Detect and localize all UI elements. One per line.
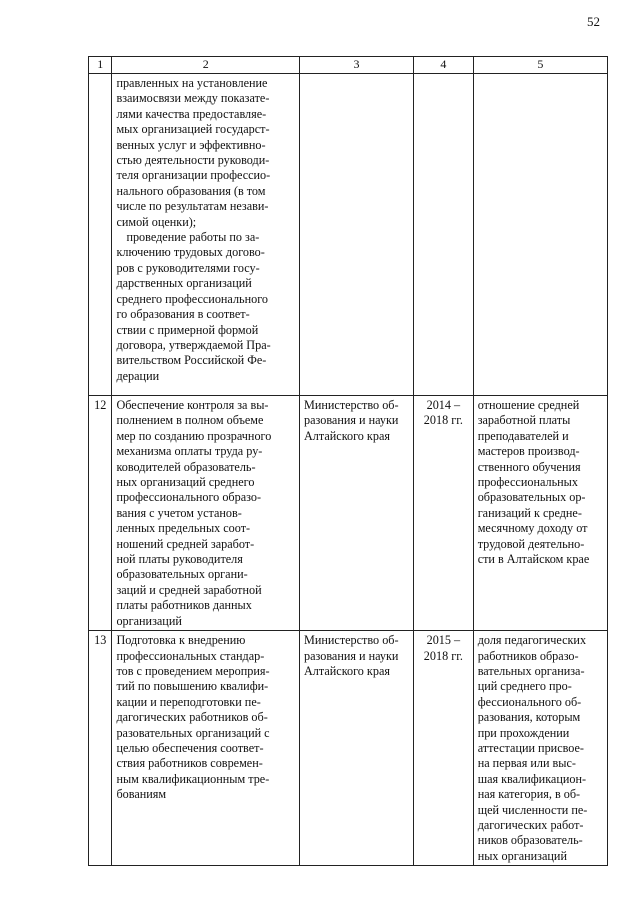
header-col-2: 2 bbox=[112, 57, 300, 74]
indicator-cell bbox=[473, 74, 607, 396]
indicator-cell: доля педагогических работников образо- вательных организа- ций среднего про- фессионального об- разования, которым при прохождении аттестации присвое- на первая или выс- шая квалификацион- ная категория, в об- щей численности пе- дагогических работ- ников образователь- ных организаций bbox=[473, 631, 607, 866]
measure-text-extra: проведение работы по за- ключению трудовых догово- ров с руководителями госу- дарственных организаций среднего профессионального го образования в соответ- ствии с примерной формой договора, утверждаемой Пра- вительством Российской Фе- дерации bbox=[116, 230, 271, 383]
executor-cell bbox=[300, 74, 414, 396]
measures-table bbox=[88, 56, 608, 866]
row-number bbox=[89, 74, 112, 396]
table-header-row bbox=[89, 57, 608, 74]
measure-cell: Подготовка к внедрению профессиональных стандар- тов с проведением мероприя- тий по повышению квалифи- кации и переподготовки пе- дагогических работников об- разовательных организаций с целью обеспечения соответ- ствия работников современ- ным квалификационным тре- бованиям bbox=[112, 631, 300, 866]
measure-cell bbox=[112, 74, 300, 396]
period-cell bbox=[414, 74, 474, 396]
header-col-5: 5 bbox=[473, 57, 607, 74]
measure-text: правленных на установление взаимосвязи между показате- лями качества предоставляе- мых организацией государст- венных услуг и эффективно- стью деятельности руководи- теля организации профессио- нального образования (в том числе по результатам незави- симой оценки); bbox=[116, 76, 271, 229]
period-cell: 2015 – 2018 гг. bbox=[414, 631, 474, 866]
row-number: 13 bbox=[89, 631, 112, 866]
period-cell: 2014 – 2018 гг. bbox=[414, 396, 474, 631]
executor-cell: Министерство об- разования и науки Алтайского края bbox=[300, 631, 414, 866]
header-col-3: 3 bbox=[300, 57, 414, 74]
row-number: 12 bbox=[89, 396, 112, 631]
header-col-4: 4 bbox=[414, 57, 474, 74]
header-col-1: 1 bbox=[89, 57, 112, 74]
measure-cell: Обеспечение контроля за вы- полнением в полном объеме мер по созданию прозрачного механизма оплаты труда ру- ководителей образователь- ных организаций среднего профессионального образо- вания с учетом установ- ленных предельных соот- ношений средней заработ- ной платы руководителя образовательных органи- заций и средней заработной платы работников данных организаций bbox=[112, 396, 300, 631]
table-row bbox=[89, 631, 608, 866]
executor-cell: Министерство об- разования и науки Алтайского края bbox=[300, 396, 414, 631]
indicator-cell: отношение средней заработной платы преподавателей и мастеров производ- ственного обучения профессиональных образовательных ор- ганизаций к средне- месячному доходу от трудовой деятельно- сти в Алтайском крае bbox=[473, 396, 607, 631]
table-row bbox=[89, 396, 608, 631]
table-row bbox=[89, 74, 608, 396]
page-number: 52 bbox=[587, 14, 600, 29]
